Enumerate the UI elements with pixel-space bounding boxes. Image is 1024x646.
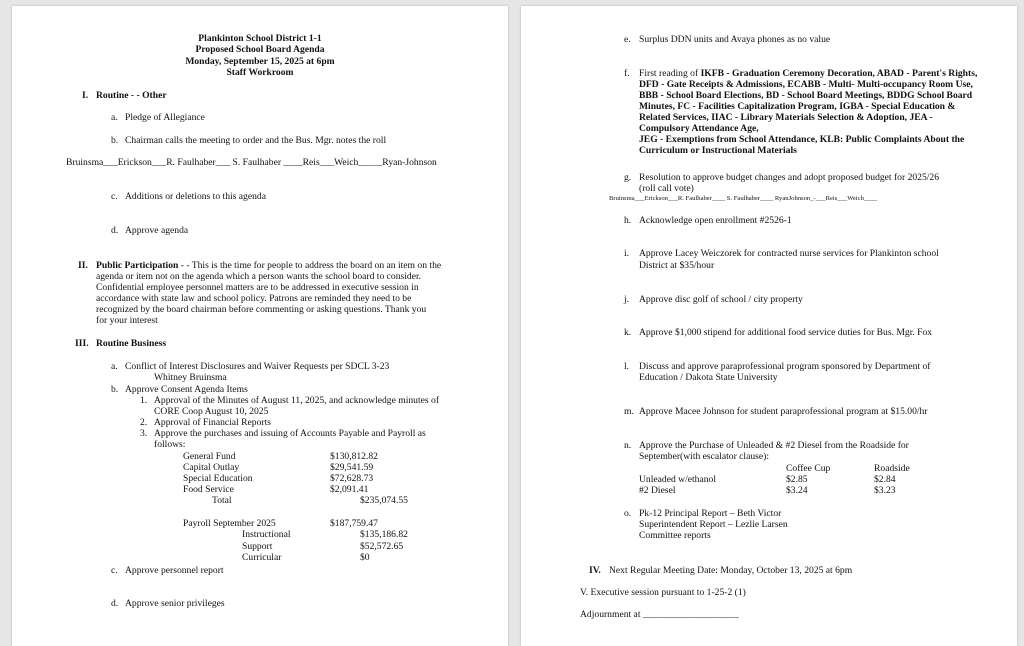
- public-participation-line-3: Confidential employee personnel matters are to be addressed in executive session in: [96, 282, 419, 293]
- public-participation-line-2: agenda or item not on the agenda which a person wants the school board to consider.: [96, 271, 422, 282]
- policy-list-line-4: Minutes, FC - Facilities Capitalization Program, IGBA - Special Education &: [639, 101, 956, 112]
- document-page-right: [521, 6, 1017, 646]
- item-conflict-of-interest: Conflict of Interest Disclosures and Waiver Requests per SDCL 3-23: [125, 361, 390, 372]
- fund-total-amount: $235,074.55: [360, 495, 408, 506]
- fund-amount: $72,628.73: [330, 473, 374, 484]
- item-o-letter: o.: [624, 508, 632, 519]
- policy-list-line-7: JEG - Exemptions from School Attendance, KLB: Public Complaints About the: [639, 134, 965, 145]
- policy-list-line-6: Compulsory Attendance Age,: [639, 123, 759, 134]
- committee-reports: Committee reports: [639, 530, 711, 541]
- section-1-number: I.: [82, 90, 89, 101]
- section-3-title: Routine Business: [96, 338, 167, 349]
- payroll-item-name: Support: [242, 541, 273, 552]
- superintendent-report: Superintendent Report – Lezlie Larsen: [639, 519, 788, 530]
- fuel-price-coffee-cup: $2.85: [786, 474, 808, 485]
- fuel-col-roadside: Roadside: [874, 463, 910, 474]
- section-2-number: II.: [78, 260, 88, 271]
- consent-minutes-line-1: Approval of the Minutes of August 11, 2025, and acknowledge minutes of: [154, 395, 440, 406]
- section-4-number: IV.: [589, 565, 601, 576]
- next-meeting-date: Next Regular Meeting Date: Monday, October 13, 2025 at 6pm: [609, 565, 853, 576]
- item-e-letter: e.: [624, 34, 631, 45]
- item-open-enrollment: Acknowledge open enrollment #2526-1: [639, 215, 792, 226]
- item-i-letter: i.: [624, 248, 630, 259]
- payroll-item-amount: $0: [360, 552, 370, 563]
- item-1d-letter: d.: [111, 225, 119, 236]
- fuel-price-roadside: $2.84: [874, 474, 896, 485]
- principal-report: Pk-12 Principal Report – Beth Victor: [639, 508, 782, 519]
- item-3d-letter: d.: [111, 598, 119, 609]
- fund-amount: $130,812.82: [330, 451, 378, 462]
- section-3-number: III.: [75, 338, 89, 349]
- fund-name: Capital Outlay: [183, 462, 240, 473]
- policy-list-line-1: IKFB - Graduation Ceremony Decoration, ABAD - Parent's Rights,: [700, 68, 978, 79]
- roll-call-line: Bruinsma___Erickson___R. Faulhaber___ S. Faulhaber ____Reis___Weich_____Ryan-Johnson: [66, 157, 437, 168]
- item-additions: Additions or deletions to this agenda: [125, 191, 266, 202]
- payroll-item-amount: $135,186.82: [360, 529, 408, 540]
- item-1c-letter: c.: [111, 191, 118, 202]
- section-2-title: Public Participation: [96, 260, 179, 271]
- fund-name: Food Service: [183, 484, 234, 495]
- executive-session: V. Executive session pursuant to 1-25-2 (1): [580, 587, 746, 598]
- conflict-name: Whitney Bruinsma: [154, 372, 227, 383]
- budget-resolution-line-1: Resolution to approve budget changes and adopt proposed budget for 2025/26: [639, 172, 940, 183]
- fund-amount: $2,091.41: [330, 484, 369, 495]
- paraprofessional-line-1: Discuss and approve paraprofessional program sponsored by Department of: [639, 361, 931, 372]
- consent-2-number: 2.: [140, 417, 148, 428]
- item-j-letter: j.: [624, 294, 630, 305]
- fund-total-label: Total: [212, 495, 232, 506]
- payroll-amount: $187,759.47: [330, 518, 378, 529]
- item-1a-letter: a.: [111, 112, 118, 123]
- adjournment-line: Adjournment at ____________________: [580, 609, 739, 620]
- consent-financial-reports: Approval of Financial Reports: [154, 417, 271, 428]
- item-consent-agenda: Approve Consent Agenda Items: [125, 384, 248, 395]
- payroll-item-amount: $52,572.65: [360, 541, 404, 552]
- policy-list-line-2: DFD - Gate Receipts & Admissions, ECABB - Multi- Multi-occupancy Room Use,: [639, 79, 973, 90]
- policy-list-line-3: BBB - School Board Elections, BD - School Board Meetings, BDDG School Board: [639, 90, 973, 101]
- district-name: Plankinton School District 1-1: [198, 33, 322, 44]
- meeting-location: Staff Workroom: [226, 67, 294, 78]
- item-g-letter: g.: [624, 172, 632, 183]
- fuel-purchase-line-1: Approve the Purchase of Unleaded & #2 Diesel from the Roadside for: [639, 440, 909, 451]
- fuel-price-coffee-cup: $3.24: [786, 485, 808, 496]
- budget-resolution-line-2: (roll call vote): [639, 183, 694, 194]
- item-m-letter: m.: [624, 406, 634, 417]
- payroll-label: Payroll September 2025: [183, 518, 276, 529]
- first-reading-prefix: First reading of: [639, 68, 701, 79]
- consent-minutes-line-2: CORE Coop August 10, 2025: [154, 406, 269, 417]
- agenda-title: Proposed School Board Agenda: [195, 44, 325, 55]
- paraprofessional-line-2: Education / Dakota State University: [639, 372, 778, 383]
- public-participation-line-4: accordance with state law and school policy. Patrons are reminded they need to be: [96, 293, 412, 304]
- nurse-services-line-2: District at $35/hour: [639, 260, 715, 271]
- item-3c-letter: c.: [111, 565, 118, 576]
- item-disc-golf: Approve disc golf of school / city property: [639, 294, 803, 305]
- fund-name: Special Education: [183, 473, 253, 484]
- item-student-para: Approve Macee Johnson for student paraprofessional program at $15.00/hr: [639, 406, 928, 417]
- consent-purchases-line-2: follows:: [154, 439, 186, 450]
- item-3a-letter: a.: [111, 361, 118, 372]
- fund-name: General Fund: [183, 451, 236, 462]
- item-n-letter: n.: [624, 440, 632, 451]
- item-approve-agenda: Approve agenda: [125, 225, 189, 236]
- consent-1-number: 1.: [140, 395, 148, 406]
- item-surplus: Surplus DDN units and Avaya phones as no value: [639, 34, 831, 45]
- item-k-letter: k.: [624, 327, 632, 338]
- payroll-item-name: Instructional: [242, 529, 291, 540]
- policy-list-line-5: Related Services, IIAC - Library Materials Selection & Adoption, JEA -: [639, 112, 933, 123]
- policy-list-line-8: Curriculum or Instructional Materials: [639, 145, 797, 156]
- item-l-letter: l.: [624, 361, 630, 372]
- item-stipend: Approve $1,000 stipend for additional food service duties for Bus. Mgr. Fox: [639, 327, 933, 338]
- section-1-title: Routine - - Other: [96, 90, 167, 101]
- item-h-letter: h.: [624, 215, 632, 226]
- consent-3-number: 3.: [140, 428, 148, 439]
- fund-amount: $29,541.59: [330, 462, 374, 473]
- item-1b-letter: b.: [111, 135, 119, 146]
- item-personnel-report: Approve personnel report: [125, 565, 224, 576]
- public-participation-text-1: - - This is the time for people to address the board on an item on the: [178, 260, 442, 271]
- fuel-name: #2 Diesel: [639, 485, 676, 496]
- item-senior-privileges: Approve senior privileges: [125, 598, 225, 609]
- public-participation-line-5: recognized by the board chairman before commenting or asking questions. Thank you: [96, 304, 427, 315]
- document-page-left: [12, 6, 508, 646]
- meeting-date: Monday, September 15, 2025 at 6pm: [185, 56, 335, 67]
- nurse-services-line-1: Approve Lacey Weiczorek for contracted nurse services for Plankinton school: [639, 248, 939, 259]
- public-participation-line-1: [96, 260, 441, 271]
- consent-purchases-line-1: Approve the purchases and issuing of Accounts Payable and Payroll as: [154, 428, 426, 439]
- fuel-price-roadside: $3.23: [874, 485, 896, 496]
- fuel-col-coffee-cup: Coffee Cup: [786, 463, 831, 474]
- item-3b-letter: b.: [111, 384, 119, 395]
- fuel-purchase-line-2: September(with escalator clause):: [639, 451, 769, 462]
- budget-roll-call: Bruinsma___Erickson___R. Faulhaber____ S. Faulhaber____ RyanJohnson_-___Reis___Weich____: [609, 195, 878, 202]
- fuel-name: Unleaded w/ethanol: [639, 474, 716, 485]
- item-f-letter: f.: [624, 68, 630, 79]
- public-participation-line-6: for your interest: [96, 315, 158, 326]
- item-call-to-order: Chairman calls the meeting to order and the Bus. Mgr. notes the roll: [125, 135, 387, 146]
- item-pledge: Pledge of Allegiance: [125, 112, 205, 123]
- payroll-item-name: Curricular: [242, 552, 282, 563]
- first-reading-line-1: [639, 68, 977, 79]
